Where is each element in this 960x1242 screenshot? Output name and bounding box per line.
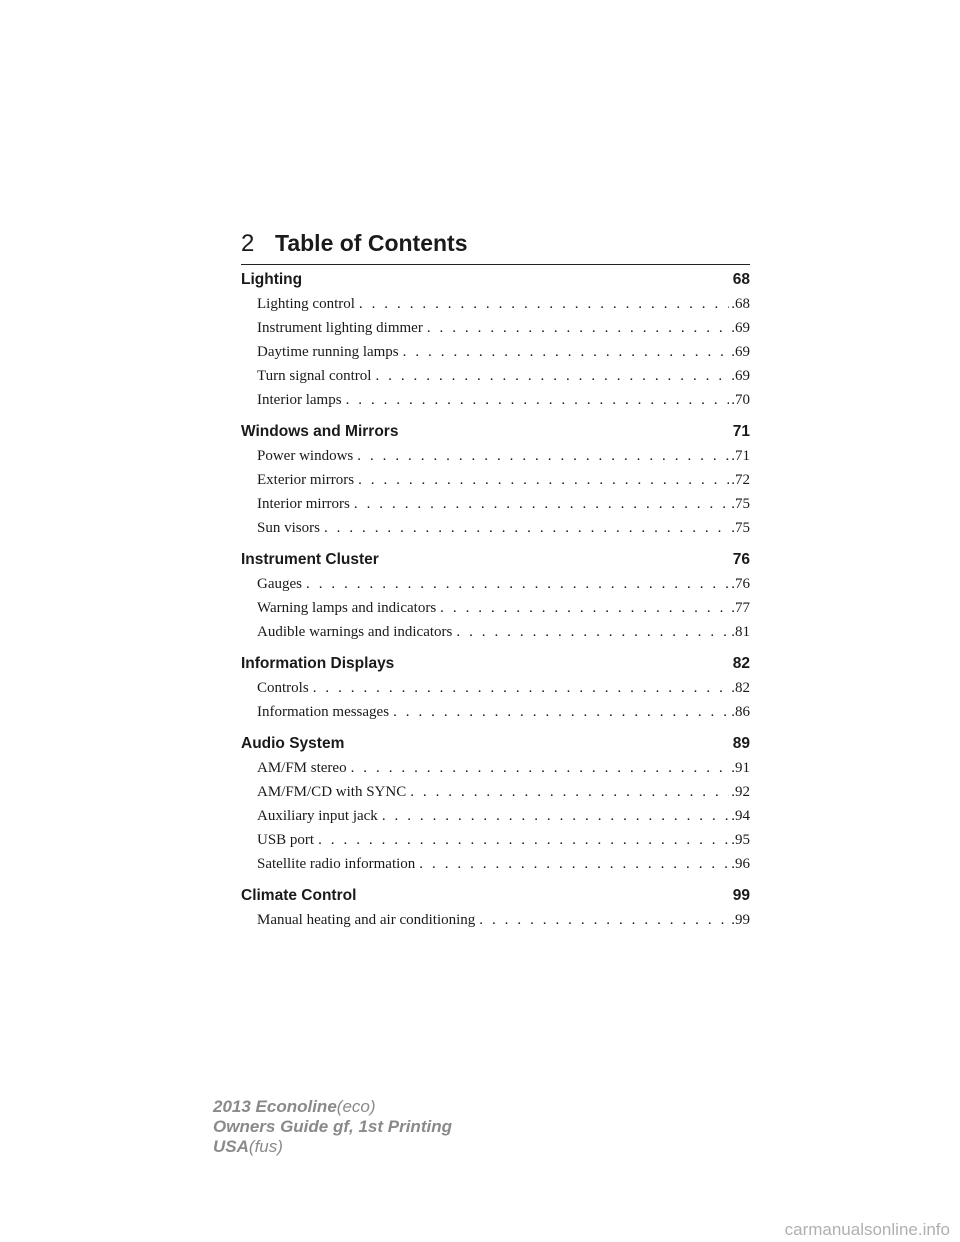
- entry-page: . 92: [731, 780, 750, 804]
- dot-leader: [306, 572, 729, 596]
- entry-label: Turn signal control: [257, 368, 372, 384]
- toc-section-heading[interactable]: [241, 884, 750, 908]
- toc-entry[interactable]: [241, 780, 750, 804]
- toc-entry[interactable]: [241, 572, 750, 596]
- entry-label: Information messages: [257, 704, 390, 720]
- toc-entry[interactable]: [241, 516, 750, 540]
- toc-section: [241, 548, 750, 644]
- entry-page: . 71: [731, 444, 750, 468]
- entry-page: . 69: [731, 340, 750, 364]
- toc-entry[interactable]: [241, 596, 750, 620]
- page-header: [241, 228, 750, 265]
- dot-leader: [313, 676, 730, 700]
- dot-leader: [351, 756, 730, 780]
- toc-entry[interactable]: [241, 292, 750, 316]
- entry-page: . 70: [731, 388, 750, 412]
- dot-leader: [403, 340, 730, 364]
- entry-label: Daytime running lamps: [257, 344, 399, 360]
- toc-section: [241, 652, 750, 724]
- dot-leader: [410, 780, 729, 804]
- toc-section-heading[interactable]: [241, 268, 750, 292]
- toc-section-heading[interactable]: [241, 732, 750, 756]
- dot-leader: [382, 804, 729, 828]
- dot-leader: [359, 292, 729, 316]
- toc-entry[interactable]: [241, 468, 750, 492]
- toc-entry[interactable]: [241, 492, 750, 516]
- entry-page: . 72: [731, 468, 750, 492]
- entry-page: . 91: [731, 756, 750, 780]
- section-page: 99: [732, 887, 750, 904]
- toc-section: [241, 268, 750, 412]
- toc-entry[interactable]: [241, 828, 750, 852]
- toc-entry[interactable]: [241, 444, 750, 468]
- section-title: Climate Control: [241, 887, 357, 904]
- section-title: Lighting: [241, 271, 303, 288]
- footer-line-2: [213, 1117, 452, 1137]
- entry-page: . 69: [731, 316, 750, 340]
- footer-model-code: (eco): [336, 1097, 376, 1116]
- entry-label: USB port: [257, 832, 315, 848]
- section-page: 71: [732, 423, 750, 440]
- entry-label: Gauges: [257, 576, 302, 592]
- entry-page: . 94: [731, 804, 750, 828]
- section-page: 68: [732, 271, 750, 288]
- page-number: 2: [241, 230, 255, 257]
- watermark: carmanualsonline.info: [784, 1220, 950, 1239]
- dot-leader: [440, 596, 729, 620]
- entry-label: AM/FM/CD with SYNC: [257, 784, 407, 800]
- dot-leader: [318, 828, 729, 852]
- entry-label: Interior mirrors: [257, 496, 350, 512]
- entry-page: . 99: [731, 908, 750, 932]
- entry-page: . 76: [731, 572, 750, 596]
- entry-label: Satellite radio information: [257, 856, 416, 872]
- entry-label: Controls: [257, 680, 309, 696]
- footer-line-3: [213, 1137, 452, 1157]
- entry-label: Sun visors: [257, 520, 320, 536]
- dot-leader: [346, 388, 730, 412]
- entry-label: Warning lamps and indicators: [257, 600, 437, 616]
- entry-label: AM/FM stereo: [257, 760, 347, 776]
- entry-label: Manual heating and air conditioning: [257, 912, 476, 928]
- entry-label: Lighting control: [257, 296, 355, 312]
- entry-label: Auxiliary input jack: [257, 808, 378, 824]
- entry-label: Audible warnings and indicators: [257, 624, 453, 640]
- entry-page: . 82: [731, 676, 750, 700]
- toc-entry[interactable]: [241, 620, 750, 644]
- toc-section: [241, 420, 750, 540]
- table-of-contents: [241, 268, 750, 940]
- section-title: Windows and Mirrors: [241, 423, 399, 440]
- toc-entry[interactable]: [241, 908, 750, 932]
- toc-entry[interactable]: [241, 700, 750, 724]
- toc-entry[interactable]: [241, 364, 750, 388]
- footer-model: 2013 Econoline: [213, 1097, 337, 1116]
- toc-section-heading[interactable]: [241, 652, 750, 676]
- page-title: Table of Contents: [275, 230, 468, 256]
- entry-page: . 81: [731, 620, 750, 644]
- toc-entry[interactable]: [241, 852, 750, 876]
- dot-leader: [419, 852, 729, 876]
- toc-entry[interactable]: [241, 316, 750, 340]
- dot-leader: [324, 516, 729, 540]
- section-title: Instrument Cluster: [241, 551, 379, 568]
- entry-label: Instrument lighting dimmer: [257, 320, 423, 336]
- dot-leader: [427, 316, 729, 340]
- entry-label: Exterior mirrors: [257, 472, 355, 488]
- footer-region-code: (fus): [248, 1137, 283, 1156]
- dot-leader: [357, 444, 729, 468]
- dot-leader: [375, 364, 729, 388]
- entry-page: . 75: [731, 492, 750, 516]
- footer-guide: Owners Guide gf, 1st Printing: [213, 1117, 452, 1136]
- toc-entry[interactable]: [241, 756, 750, 780]
- dot-leader: [479, 908, 729, 932]
- dot-leader: [456, 620, 729, 644]
- entry-page: . 95: [731, 828, 750, 852]
- section-page: 89: [732, 735, 750, 752]
- section-title: Information Displays: [241, 655, 395, 672]
- toc-section-heading[interactable]: [241, 420, 750, 444]
- dot-leader: [354, 492, 729, 516]
- entry-page: . 86: [731, 700, 750, 724]
- entry-page: . 75: [731, 516, 750, 540]
- dot-leader: [393, 700, 729, 724]
- dot-leader: [358, 468, 729, 492]
- toc-entry[interactable]: [241, 676, 750, 700]
- footer-line-1: [213, 1097, 452, 1117]
- toc-entry[interactable]: [241, 340, 750, 364]
- section-page: 82: [732, 655, 750, 672]
- toc-entry[interactable]: [241, 804, 750, 828]
- toc-section-heading[interactable]: [241, 548, 750, 572]
- toc-section: [241, 732, 750, 876]
- toc-entry[interactable]: [241, 388, 750, 412]
- document-footer: [213, 1097, 452, 1157]
- section-title: Audio System: [241, 735, 345, 752]
- entry-page: . 77: [731, 596, 750, 620]
- footer-region: USA: [213, 1137, 249, 1156]
- entry-page: . 96: [731, 852, 750, 876]
- entry-label: Power windows: [257, 448, 354, 464]
- entry-page: . 68: [731, 292, 750, 316]
- section-page: 76: [732, 551, 750, 568]
- toc-section: [241, 884, 750, 932]
- entry-label: Interior lamps: [257, 392, 342, 408]
- entry-page: . 69: [731, 364, 750, 388]
